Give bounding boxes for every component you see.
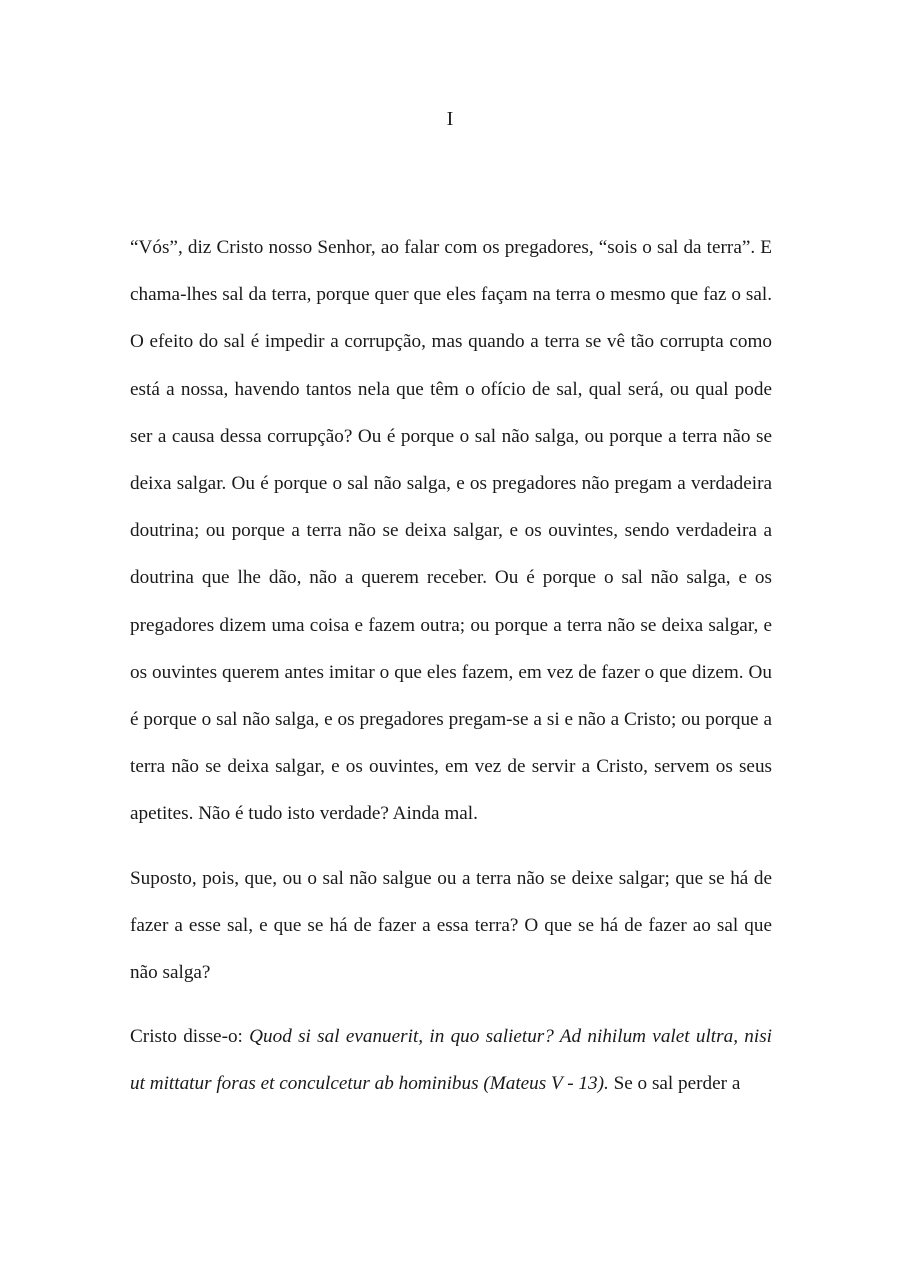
chapter-heading: I: [446, 108, 454, 130]
body-text: [130, 224, 772, 1125]
paragraph-3: [130, 1013, 772, 1107]
paragraph-3-lead: Cristo disse-o:: [130, 1026, 250, 1048]
paragraph-1: “Vós”, diz Cristo nosso Senhor, ao falar com os pregadores, “sois o sal da terra”. E chama-lhes sal da terra, porque quer que eles façam na terra o mesmo que faz o sal. O efeito do sal é impedir a corrupção, mas quando a terra se vê tão corrupta como está a nossa, havendo tantos nela que têm o ofício de sal, qual será, ou qual pode ser a causa dessa corrupção? Ou é porque o sal não salga, ou porque a terra não se deixa salgar. Ou é porque o sal não salga, e os pregadores não pregam a verdadeira doutrina; ou porque a terra não se deixa salgar, e os ouvintes, sendo verdadeira a doutrina que lhe dão, não a querem receber. Ou é porque o sal não salga, e os pregadores dizem uma coisa e fazem outra; ou porque a terra não se deixa salgar, e os ouvintes querem antes imitar o que eles fazem, em vez de fazer o que dizem. Ou é porque o sal não salga, e os pregadores pregam-se a si e não a Cristo; ou porque a terra não se deixa salgar, e os ouvintes, em vez de servir a Cristo, servem os seus apetites. Não é tudo isto verdade? Ainda mal.: [130, 237, 772, 825]
latin-quotation: Quod si sal evanuerit, in quo salietur? Ad nihilum valet ultra, nisi ut mittatur foras et conculcetur ab hominibus (Mateus V - 13).: [130, 1026, 772, 1095]
paragraph-3-trail: Se o sal perder a: [608, 1073, 741, 1095]
paragraph-2: Suposto, pois, que, ou o sal não salgue ou a terra não se deixe salgar; que se há de fazer a esse sal, e que se há de fazer a essa terra? O que se há de fazer ao sal que não salga?: [130, 867, 772, 984]
